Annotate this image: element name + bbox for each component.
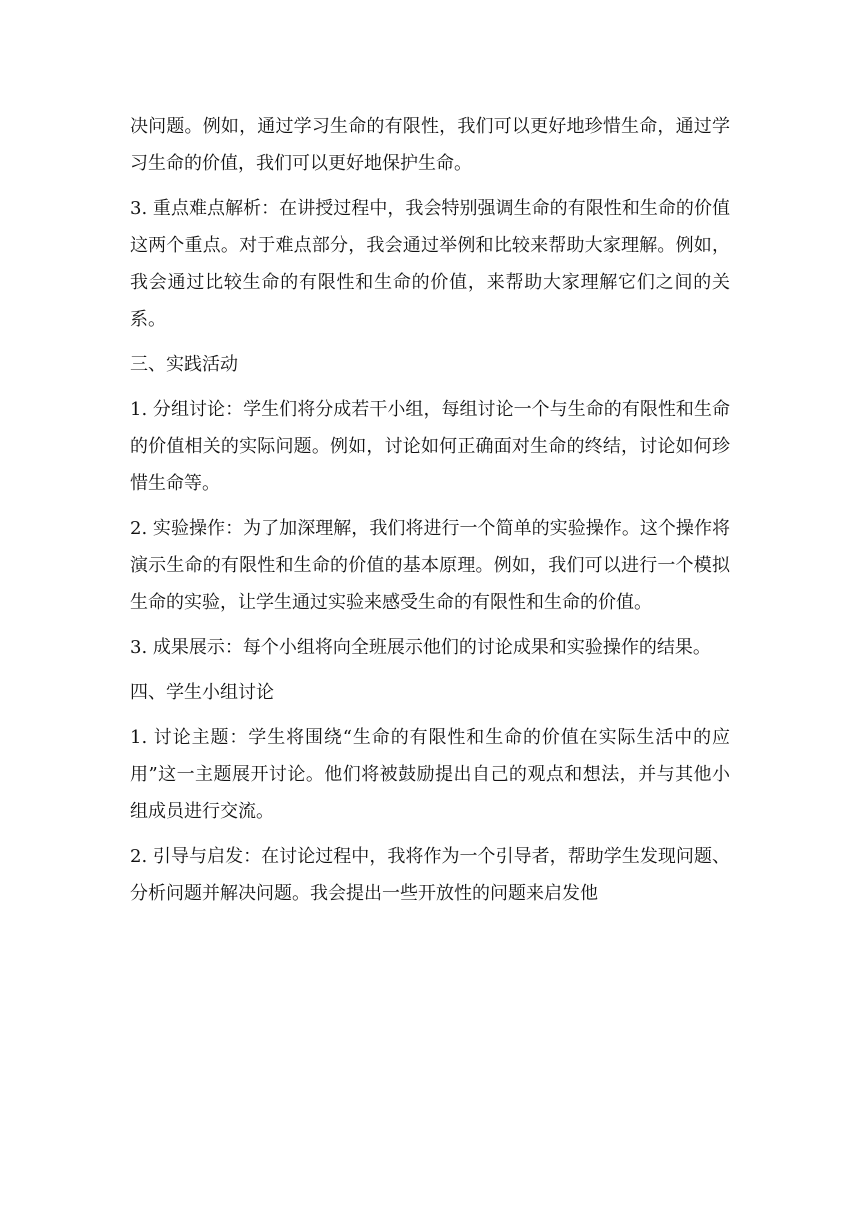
section-heading: 四、学生小组讨论 [130, 682, 274, 703]
body-paragraph: 决问题。例如，通过学习生命的有限性，我们可以更好地珍惜生命，通过学习生命的价值，我们可以更好地保护生命。 [130, 116, 730, 174]
body-paragraph: 1. 分组讨论：学生们将分成若干小组，每组讨论一个与生命的有限性和生命的价值相关的实际问题。例如，讨论如何正确面对生命的终结，讨论如何珍惜生命等。 [130, 399, 730, 494]
section-heading: 三、实践活动 [130, 354, 238, 375]
body-paragraph: 2. 引导与启发：在讨论过程中，我将作为一个引导者，帮助学生发现问题、分析问题并解决问题。我会提出一些开放性的问题来启发他 [130, 846, 730, 904]
body-paragraph: 3. 成果展示：每个小组将向全班展示他们的讨论成果和实验操作的结果。 [130, 637, 711, 658]
document-body [130, 108, 730, 920]
body-paragraph: 1. 讨论主题：学生将围绕“生命的有限性和生命的价值在实际生活中的应用”这一主题展开讨论。他们将被鼓励提出自己的观点和想法，并与其他小组成员进行交流。 [130, 727, 730, 822]
body-paragraph: 2. 实验操作：为了加深理解，我们将进行一个简单的实验操作。这个操作将演示生命的有限性和生命的价值的基本原理。例如，我们可以进行一个模拟生命的实验，让学生通过实验来感受生命的有限性和生命的价值。 [130, 518, 730, 613]
body-paragraph: 3. 重点难点解析：在讲授过程中，我会特别强调生命的有限性和生命的价值这两个重点。对于难点部分，我会通过举例和比较来帮助大家理解。例如，我会通过比较生命的有限性和生命的价值，来帮助大家理解它们之间的关系。 [130, 198, 730, 330]
